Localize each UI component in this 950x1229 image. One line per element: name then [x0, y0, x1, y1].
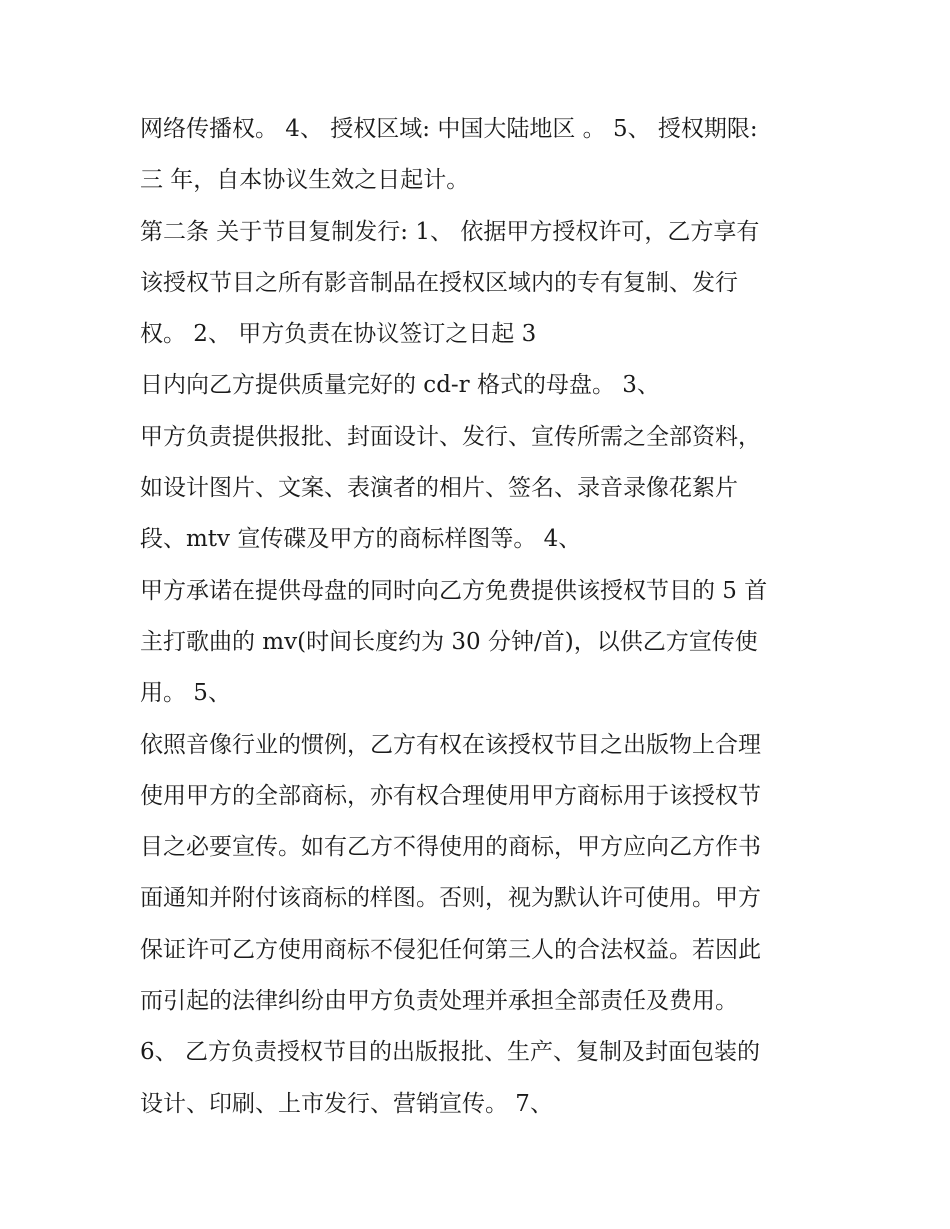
text-line: 甲方负责提供报批、封面设计、发行、宣传所需之全部资料，: [140, 423, 761, 450]
text-line: 第二条 关于节目复制发行: 1、 依据甲方授权许可，乙方享有: [140, 218, 760, 245]
text-line: 依照音像行业的惯例，乙方有权在该授权节目之出版物上合理: [140, 731, 761, 758]
text-line: 如设计图片、文案、表演者的相片、签名、录音录像花絮片: [140, 475, 738, 502]
text-line: 而引起的法律纠纷由甲方负责处理并承担全部责任及费用。: [140, 988, 738, 1015]
text-line: 该授权节目之所有影音制品在授权区域内的专有复制、发行: [140, 269, 738, 296]
contract-text: [140, 104, 820, 1130]
text-line: 保证许可乙方使用商标不侵犯任何第三人的合法权益。若因此: [140, 936, 761, 963]
text-line: 用。 5、: [140, 680, 231, 707]
text-line: 主打歌曲的 mv(时间长度约为 30 分钟/首)，以供乙方宣传使: [140, 628, 758, 655]
text-line: 日内向乙方提供质量完好的 cd-r 格式的母盘。 3、: [140, 372, 660, 399]
text-line: 甲方承诺在提供母盘的同时向乙方免费提供该授权节目的 5 首: [140, 577, 768, 604]
text-line: 段、mtv 宣传碟及甲方的商标样图等。 4、: [140, 526, 582, 553]
text-line: 使用甲方的全部商标，亦有权合理使用甲方商标用于该授权节: [140, 782, 761, 809]
text-line: 设计、印刷、上市发行、营销宣传。 7、: [140, 1090, 553, 1117]
text-line: 目之必要宣传。如有乙方不得使用的商标，甲方应向乙方作书: [140, 834, 761, 861]
text-line: 权。 2、 甲方负责在协议签订之日起 3: [140, 321, 537, 348]
text-line: 三 年，自本协议生效之日起计。: [140, 167, 470, 194]
text-line: 面通知并附付该商标的样图。否则，视为默认许可使用。甲方: [140, 885, 761, 912]
text-line: 6、 乙方负责授权节目的出版报批、生产、复制及封面包装的: [140, 1039, 760, 1066]
text-line: 网络传播权。 4、 授权区域: 中国大陆地区 。 5、 授权期限:: [140, 116, 758, 142]
